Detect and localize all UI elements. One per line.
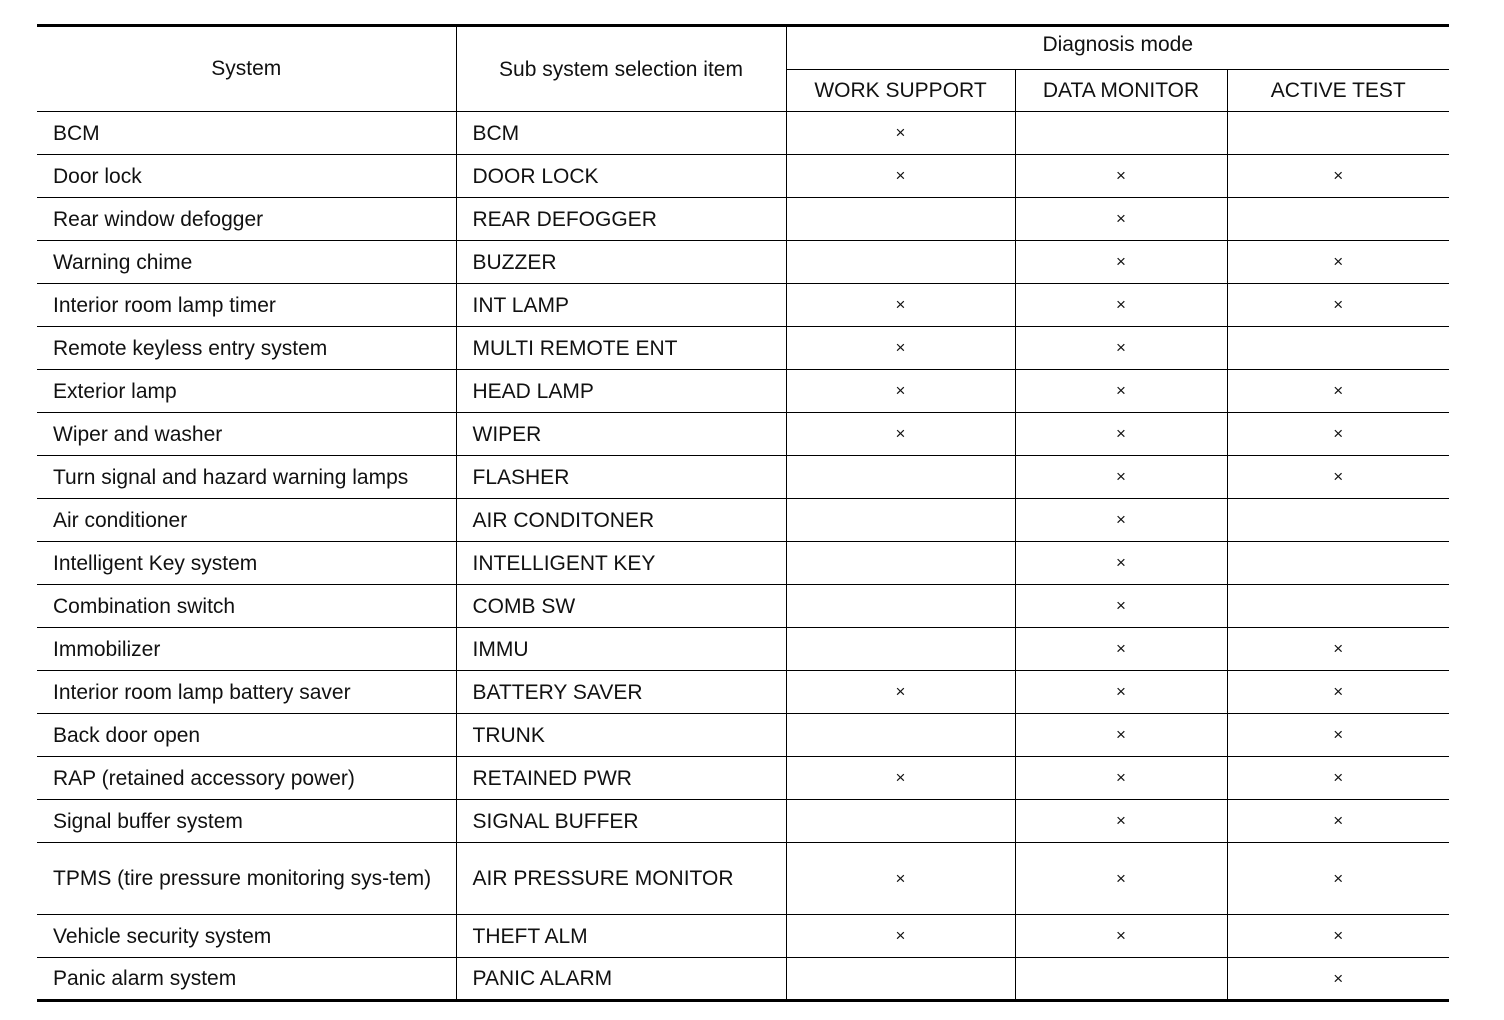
diagnosis-mode-header: Diagnosis mode — [786, 26, 1449, 70]
work-support-header: WORK SUPPORT — [786, 70, 1015, 112]
system-cell: Combination switch — [37, 585, 456, 628]
sub-system-cell: DOOR LOCK — [456, 155, 786, 198]
system-cell: Vehicle security system — [37, 915, 456, 958]
table-row — [37, 413, 1449, 456]
active-test-mark — [1227, 198, 1449, 241]
data-monitor-mark: × — [1015, 284, 1227, 327]
system-cell: Immobilizer — [37, 628, 456, 671]
data-monitor-mark: × — [1015, 499, 1227, 542]
diagnosis-mode-table — [37, 24, 1449, 1002]
active-test-mark — [1227, 112, 1449, 155]
sub-system-cell: TRUNK — [456, 714, 786, 757]
sub-system-cell: REAR DEFOGGER — [456, 198, 786, 241]
sub-system-cell: COMB SW — [456, 585, 786, 628]
sub-system-cell: PANIC ALARM — [456, 958, 786, 1001]
work-support-mark — [786, 585, 1015, 628]
table-row — [37, 327, 1449, 370]
work-support-mark — [786, 241, 1015, 284]
work-support-mark: × — [786, 112, 1015, 155]
system-cell: Warning chime — [37, 241, 456, 284]
data-monitor-mark: × — [1015, 585, 1227, 628]
system-cell: Exterior lamp — [37, 370, 456, 413]
header-row-top — [37, 26, 1449, 70]
work-support-mark: × — [786, 413, 1015, 456]
sub-system-cell: AIR PRESSURE MONITOR — [456, 843, 786, 915]
data-monitor-mark: × — [1015, 542, 1227, 585]
table-row — [37, 958, 1449, 1001]
table-row — [37, 757, 1449, 800]
sub-system-cell: MULTI REMOTE ENT — [456, 327, 786, 370]
data-monitor-mark — [1015, 112, 1227, 155]
table-row — [37, 370, 1449, 413]
work-support-mark: × — [786, 284, 1015, 327]
work-support-mark — [786, 714, 1015, 757]
table-row — [37, 499, 1449, 542]
data-monitor-mark — [1015, 958, 1227, 1001]
table-row — [37, 671, 1449, 714]
work-support-mark: × — [786, 843, 1015, 915]
data-monitor-mark: × — [1015, 714, 1227, 757]
work-support-mark: × — [786, 671, 1015, 714]
table-row — [37, 198, 1449, 241]
table-row — [37, 628, 1449, 671]
data-monitor-mark: × — [1015, 628, 1227, 671]
active-test-mark — [1227, 542, 1449, 585]
system-cell: Back door open — [37, 714, 456, 757]
diagnosis-table-container — [37, 24, 1449, 1002]
table-row — [37, 585, 1449, 628]
data-monitor-mark: × — [1015, 757, 1227, 800]
sub-system-cell: BCM — [456, 112, 786, 155]
system-cell: Wiper and washer — [37, 413, 456, 456]
system-cell: Signal buffer system — [37, 800, 456, 843]
data-monitor-mark: × — [1015, 327, 1227, 370]
table-row — [37, 542, 1449, 585]
active-test-mark: × — [1227, 671, 1449, 714]
sub-system-cell: SIGNAL BUFFER — [456, 800, 786, 843]
system-cell: Turn signal and hazard warning lamps — [37, 456, 456, 499]
system-cell: Panic alarm system — [37, 958, 456, 1001]
system-cell: RAP (retained accessory power) — [37, 757, 456, 800]
active-test-mark — [1227, 499, 1449, 542]
active-test-mark — [1227, 585, 1449, 628]
work-support-mark — [786, 542, 1015, 585]
sub-system-cell: BUZZER — [456, 241, 786, 284]
table-row — [37, 843, 1449, 915]
active-test-mark: × — [1227, 958, 1449, 1001]
active-test-mark: × — [1227, 757, 1449, 800]
sub-system-cell: INTELLIGENT KEY — [456, 542, 786, 585]
data-monitor-mark: × — [1015, 456, 1227, 499]
table-row — [37, 714, 1449, 757]
work-support-mark: × — [786, 757, 1015, 800]
sub-system-cell: THEFT ALM — [456, 915, 786, 958]
sub-system-cell: HEAD LAMP — [456, 370, 786, 413]
active-test-mark: × — [1227, 843, 1449, 915]
work-support-mark: × — [786, 915, 1015, 958]
active-test-mark: × — [1227, 370, 1449, 413]
data-monitor-header: DATA MONITOR — [1015, 70, 1227, 112]
table-row — [37, 915, 1449, 958]
data-monitor-mark: × — [1015, 800, 1227, 843]
sub-system-header: Sub system selection item — [456, 26, 786, 112]
system-cell: Interior room lamp timer — [37, 284, 456, 327]
active-test-mark: × — [1227, 628, 1449, 671]
system-cell: Door lock — [37, 155, 456, 198]
system-cell: BCM — [37, 112, 456, 155]
active-test-mark: × — [1227, 413, 1449, 456]
table-row — [37, 112, 1449, 155]
work-support-mark: × — [786, 327, 1015, 370]
table-row — [37, 284, 1449, 327]
system-header: System — [37, 26, 456, 112]
active-test-mark: × — [1227, 284, 1449, 327]
table-body — [37, 112, 1449, 1001]
data-monitor-mark: × — [1015, 198, 1227, 241]
work-support-mark — [786, 499, 1015, 542]
data-monitor-mark: × — [1015, 241, 1227, 284]
work-support-mark: × — [786, 155, 1015, 198]
system-cell: Intelligent Key system — [37, 542, 456, 585]
sub-system-cell: BATTERY SAVER — [456, 671, 786, 714]
sub-system-cell: INT LAMP — [456, 284, 786, 327]
active-test-mark: × — [1227, 915, 1449, 958]
work-support-mark — [786, 456, 1015, 499]
data-monitor-mark: × — [1015, 413, 1227, 456]
system-cell: Rear window defogger — [37, 198, 456, 241]
work-support-mark: × — [786, 370, 1015, 413]
active-test-mark: × — [1227, 456, 1449, 499]
data-monitor-mark: × — [1015, 915, 1227, 958]
active-test-mark: × — [1227, 155, 1449, 198]
data-monitor-mark: × — [1015, 843, 1227, 915]
data-monitor-mark: × — [1015, 671, 1227, 714]
data-monitor-mark: × — [1015, 370, 1227, 413]
active-test-mark — [1227, 327, 1449, 370]
table-row — [37, 456, 1449, 499]
sub-system-cell: RETAINED PWR — [456, 757, 786, 800]
system-cell: Remote keyless entry system — [37, 327, 456, 370]
table-row — [37, 800, 1449, 843]
work-support-mark — [786, 958, 1015, 1001]
work-support-mark — [786, 198, 1015, 241]
work-support-mark — [786, 800, 1015, 843]
table-row — [37, 155, 1449, 198]
active-test-mark: × — [1227, 241, 1449, 284]
sub-system-cell: IMMU — [456, 628, 786, 671]
sub-system-cell: WIPER — [456, 413, 786, 456]
active-test-mark: × — [1227, 714, 1449, 757]
table-row — [37, 241, 1449, 284]
active-test-mark: × — [1227, 800, 1449, 843]
system-cell: TPMS (tire pressure monitoring sys-tem) — [37, 843, 456, 915]
data-monitor-mark: × — [1015, 155, 1227, 198]
system-cell: Air conditioner — [37, 499, 456, 542]
sub-system-cell: AIR CONDITONER — [456, 499, 786, 542]
system-cell: Interior room lamp battery saver — [37, 671, 456, 714]
sub-system-cell: FLASHER — [456, 456, 786, 499]
work-support-mark — [786, 628, 1015, 671]
active-test-header: ACTIVE TEST — [1227, 70, 1449, 112]
